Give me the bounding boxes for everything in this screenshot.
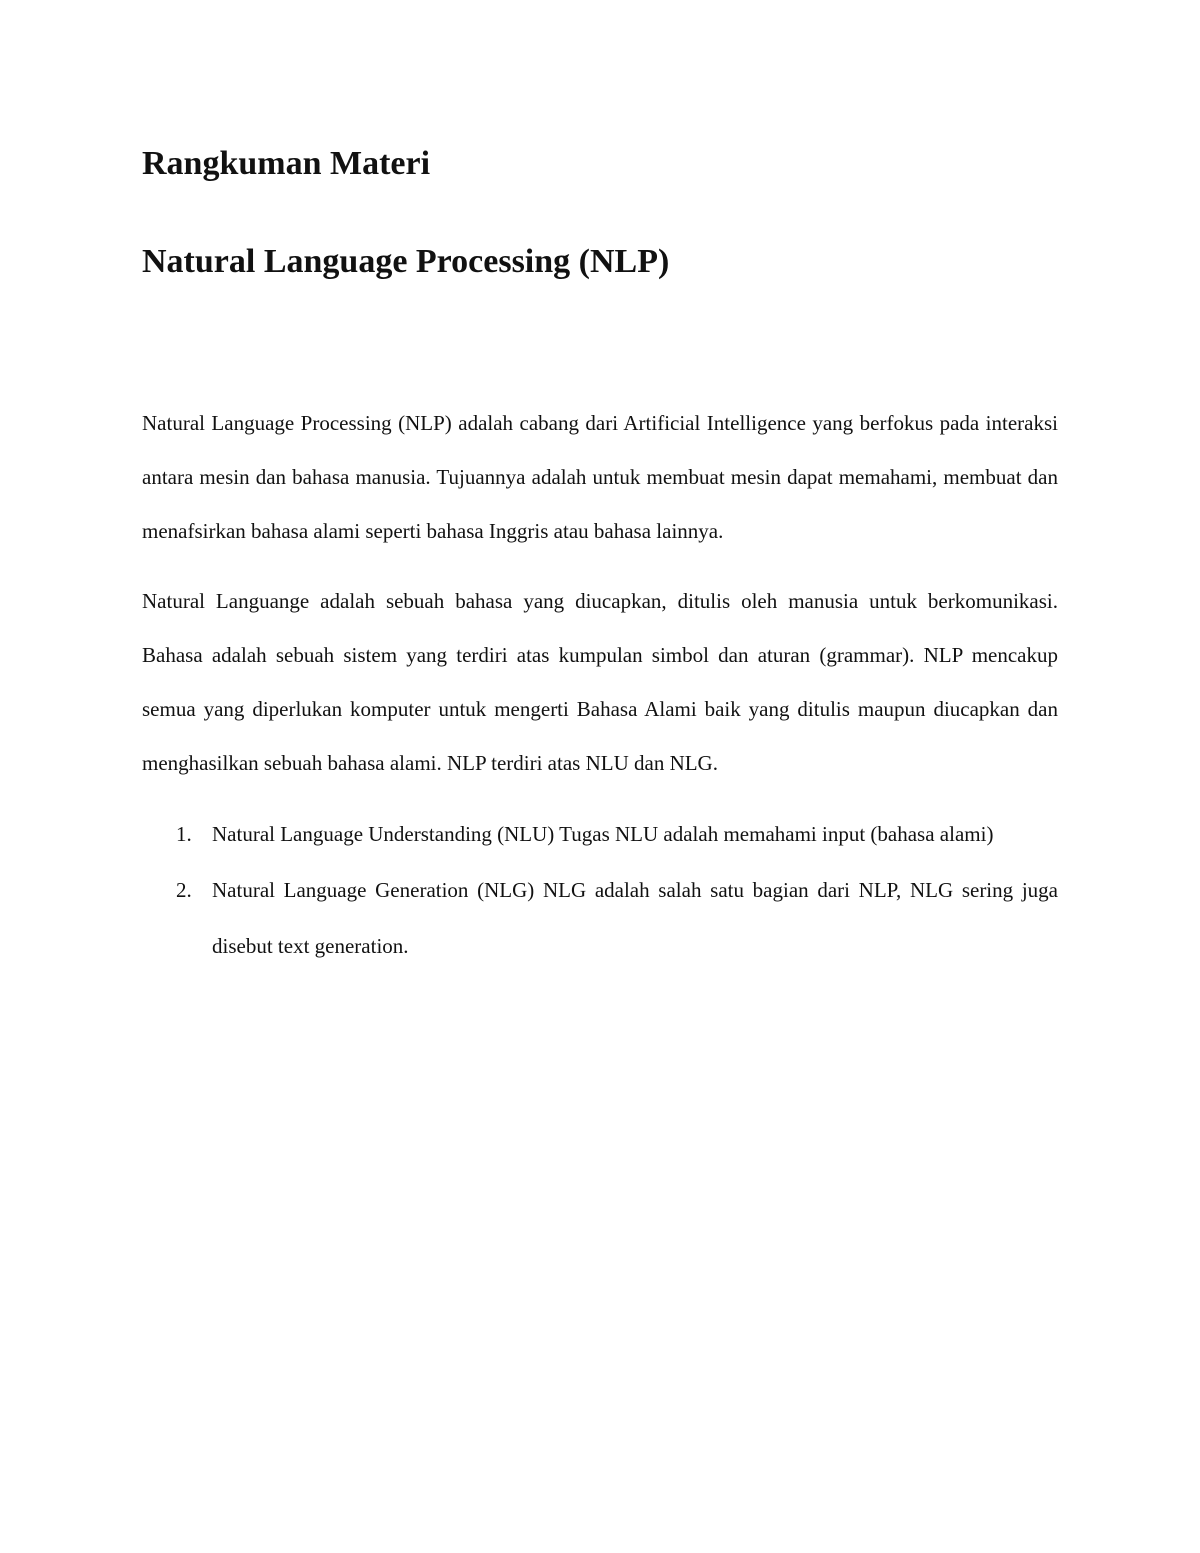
document-subtitle: Natural Language Processing (NLP) — [142, 243, 670, 280]
list-number: 2. — [176, 878, 192, 902]
document-content — [142, 138, 1058, 974]
list-item-nlg — [142, 862, 1058, 974]
document-title: Rangkuman Materi — [142, 145, 431, 182]
nlp-components-list — [142, 806, 1058, 974]
list-item-text: Natural Language Generation (NLG) NLG adalah salah satu bagian dari NLP, NLG sering juga disebut text generation. — [212, 878, 1058, 958]
paragraph-nlp-definition: Natural Language Processing (NLP) adalah cabang dari Artificial Intelligence yang berfokus pada interaksi antara mesin dan bahasa manusia. Tujuannya adalah untuk membuat mesin dapat memahami, membuat dan menafsirkan bahasa alami seperti bahasa Inggris atau bahasa lainnya. — [142, 411, 1058, 543]
list-item-nlu — [142, 806, 1058, 862]
list-number: 1. — [176, 822, 192, 846]
list-item-text: Natural Language Understanding (NLU) Tugas NLU adalah memahami input (bahasa alami) — [212, 822, 994, 846]
paragraph-natural-language: Natural Languange adalah sebuah bahasa yang diucapkan, ditulis oleh manusia untuk berkomunikasi. Bahasa adalah sebuah sistem yang terdiri atas kumpulan simbol dan aturan (grammar). NLP mencakup semua yang diperlukan komputer untuk mengerti Bahasa Alami baik yang ditulis maupun diucapkan dan menghasilkan sebuah bahasa alami. NLP terdiri atas NLU dan NLG. — [142, 589, 1058, 775]
